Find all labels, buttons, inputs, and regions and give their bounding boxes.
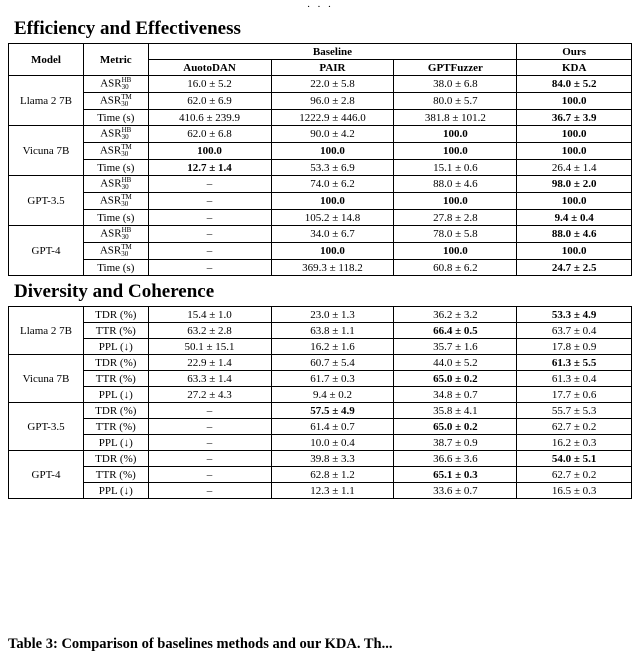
cell-value: 26.4 ± 1.4 <box>517 160 632 176</box>
cell-value: 50.1 ± 15.1 <box>148 339 271 355</box>
metric-label: PPL (↓) <box>84 339 149 355</box>
cell-value: 36.2 ± 3.2 <box>394 307 517 323</box>
table-header-group-row <box>9 44 632 60</box>
metric-label: Time (s) <box>84 160 149 176</box>
table-row <box>9 260 632 276</box>
cell-value: 9.4 ± 0.2 <box>271 387 394 403</box>
cell-value: 84.0 ± 5.2 <box>517 76 632 93</box>
table-row <box>9 323 632 339</box>
cell-value: 88.0 ± 4.6 <box>517 226 632 243</box>
cell-value: 410.6 ± 239.9 <box>148 110 271 126</box>
cell-value: 78.0 ± 5.8 <box>394 226 517 243</box>
metric-label: TTR (%) <box>84 467 149 483</box>
header-model: Model <box>9 44 84 76</box>
cell-value: 66.4 ± 0.5 <box>394 323 517 339</box>
cell-value: – <box>148 403 271 419</box>
cell-value: 27.2 ± 4.3 <box>148 387 271 403</box>
cell-value: – <box>148 243 271 260</box>
cell-value: 12.3 ± 1.1 <box>271 483 394 499</box>
metric-label: TTR (%) <box>84 323 149 339</box>
metric-label: PPL (↓) <box>84 387 149 403</box>
cell-value: 61.3 ± 5.5 <box>517 355 632 371</box>
cell-value: 62.8 ± 1.2 <box>271 467 394 483</box>
cell-value: 16.2 ± 1.6 <box>271 339 394 355</box>
cell-value: 22.9 ± 1.4 <box>148 355 271 371</box>
cell-value: 65.0 ± 0.2 <box>394 371 517 387</box>
cell-value: 24.7 ± 2.5 <box>517 260 632 276</box>
table-caption: Table 3: Comparison of baselines methods and our KDA. Th... <box>8 636 393 652</box>
cell-value: 60.7 ± 5.4 <box>271 355 394 371</box>
cell-value: 53.3 ± 6.9 <box>271 160 394 176</box>
cell-value: 23.0 ± 1.3 <box>271 307 394 323</box>
cell-value: 63.7 ± 0.4 <box>517 323 632 339</box>
metric-label: ASR TM 30 <box>84 93 149 110</box>
row-model-label: Llama 2 7B <box>9 307 84 355</box>
cell-value: 10.0 ± 0.4 <box>271 435 394 451</box>
cell-value: 65.0 ± 0.2 <box>394 419 517 435</box>
header-ours-group: Ours <box>517 44 632 60</box>
cell-value: 100.0 <box>148 143 271 160</box>
header-col-gptfuzzer: GPTFuzzer <box>394 60 517 76</box>
table-row <box>9 483 632 499</box>
metric-label: TDR (%) <box>84 355 149 371</box>
table-row <box>9 403 632 419</box>
cell-value: 15.4 ± 1.0 <box>148 307 271 323</box>
cell-value: 96.0 ± 2.8 <box>271 93 394 110</box>
table-row <box>9 160 632 176</box>
table-row <box>9 307 632 323</box>
cell-value: 27.8 ± 2.8 <box>394 210 517 226</box>
cell-value: – <box>148 176 271 193</box>
cell-value: 100.0 <box>517 143 632 160</box>
section-title-diversity: Diversity and Coherence <box>14 281 215 302</box>
cell-value: 100.0 <box>394 126 517 143</box>
cell-value: 36.7 ± 3.9 <box>517 110 632 126</box>
row-model-label: GPT-3.5 <box>9 176 84 226</box>
cell-value: 369.3 ± 118.2 <box>271 260 394 276</box>
cell-value: 53.3 ± 4.9 <box>517 307 632 323</box>
table-row <box>9 210 632 226</box>
cell-value: 63.3 ± 1.4 <box>148 371 271 387</box>
cell-value: 381.8 ± 101.2 <box>394 110 517 126</box>
metric-label: ASR HB 30 <box>84 76 149 93</box>
table-row <box>9 419 632 435</box>
table-row <box>9 387 632 403</box>
table-row <box>9 93 632 110</box>
cell-value: 16.5 ± 0.3 <box>517 483 632 499</box>
cell-value: 100.0 <box>517 126 632 143</box>
cell-value: 38.7 ± 0.9 <box>394 435 517 451</box>
cell-value: 38.0 ± 6.8 <box>394 76 517 93</box>
metric-label: TTR (%) <box>84 371 149 387</box>
cell-value: 98.0 ± 2.0 <box>517 176 632 193</box>
cell-value: 100.0 <box>394 193 517 210</box>
table-row <box>9 126 632 143</box>
cell-value: – <box>148 467 271 483</box>
cell-value: 100.0 <box>394 143 517 160</box>
cell-value: 60.8 ± 6.2 <box>394 260 517 276</box>
metric-label: ASR HB 30 <box>84 176 149 193</box>
cell-value: 62.0 ± 6.9 <box>148 93 271 110</box>
cell-value: 61.7 ± 0.3 <box>271 371 394 387</box>
cell-value: 36.6 ± 3.6 <box>394 451 517 467</box>
header-col-pair: PAIR <box>271 60 394 76</box>
header-baseline-group: Baseline <box>148 44 517 60</box>
table-row <box>9 226 632 243</box>
table-row <box>9 467 632 483</box>
cell-value: 80.0 ± 5.7 <box>394 93 517 110</box>
cell-value: 15.1 ± 0.6 <box>394 160 517 176</box>
cell-value: 100.0 <box>517 193 632 210</box>
cell-value: 63.2 ± 2.8 <box>148 323 271 339</box>
table-row <box>9 110 632 126</box>
row-model-label: Vicuna 7B <box>9 355 84 403</box>
cell-value: – <box>148 435 271 451</box>
cell-value: – <box>148 226 271 243</box>
row-model-label: Vicuna 7B <box>9 126 84 176</box>
cell-value: 34.0 ± 6.7 <box>271 226 394 243</box>
results-table <box>8 43 632 276</box>
diversity-table <box>8 306 632 499</box>
header-metric: Metric <box>84 44 149 76</box>
cell-value: 55.7 ± 5.3 <box>517 403 632 419</box>
cell-value: 61.4 ± 0.7 <box>271 419 394 435</box>
cell-value: 35.7 ± 1.6 <box>394 339 517 355</box>
row-model-label: GPT-4 <box>9 451 84 499</box>
cell-value: 17.8 ± 0.9 <box>517 339 632 355</box>
cell-value: 17.7 ± 0.6 <box>517 387 632 403</box>
metric-label: ASR TM 30 <box>84 193 149 210</box>
metric-label: TTR (%) <box>84 419 149 435</box>
metric-label: Time (s) <box>84 110 149 126</box>
metric-label: PPL (↓) <box>84 483 149 499</box>
cell-value: 44.0 ± 5.2 <box>394 355 517 371</box>
metric-label: PPL (↓) <box>84 435 149 451</box>
cell-value: 74.0 ± 6.2 <box>271 176 394 193</box>
table-row <box>9 76 632 93</box>
cell-value: – <box>148 419 271 435</box>
cell-value: 1222.9 ± 446.0 <box>271 110 394 126</box>
metric-label: Time (s) <box>84 260 149 276</box>
table-row <box>9 355 632 371</box>
cell-value: 54.0 ± 5.1 <box>517 451 632 467</box>
table-row <box>9 371 632 387</box>
table-row <box>9 435 632 451</box>
cell-value: – <box>148 451 271 467</box>
cell-value: 9.4 ± 0.4 <box>517 210 632 226</box>
top-ellipsis: · · · <box>306 1 334 13</box>
cell-value: 100.0 <box>271 143 394 160</box>
section-title-efficiency: Efficiency and Effectiveness <box>14 18 241 39</box>
cell-value: 57.5 ± 4.9 <box>271 403 394 419</box>
table-row <box>9 451 632 467</box>
cell-value: – <box>148 193 271 210</box>
table-row <box>9 339 632 355</box>
row-model-label: GPT-3.5 <box>9 403 84 451</box>
cell-value: – <box>148 483 271 499</box>
metric-label: TDR (%) <box>84 403 149 419</box>
cell-value: 88.0 ± 4.6 <box>394 176 517 193</box>
cell-value: 22.0 ± 5.8 <box>271 76 394 93</box>
cell-value: 61.3 ± 0.4 <box>517 371 632 387</box>
cell-value: 62.7 ± 0.2 <box>517 467 632 483</box>
cell-value: 16.2 ± 0.3 <box>517 435 632 451</box>
cell-value: 39.8 ± 3.3 <box>271 451 394 467</box>
metric-label: ASR TM 30 <box>84 243 149 260</box>
table-row <box>9 193 632 210</box>
cell-value: 34.8 ± 0.7 <box>394 387 517 403</box>
cell-value: 35.8 ± 4.1 <box>394 403 517 419</box>
cell-value: 62.7 ± 0.2 <box>517 419 632 435</box>
header-col-kda: KDA <box>517 60 632 76</box>
table-row <box>9 143 632 160</box>
cell-value: 100.0 <box>394 243 517 260</box>
row-model-label: Llama 2 7B <box>9 76 84 126</box>
table-row <box>9 243 632 260</box>
table-row <box>9 176 632 193</box>
cell-value: 16.0 ± 5.2 <box>148 76 271 93</box>
row-model-label: GPT-4 <box>9 226 84 276</box>
cell-value: 65.1 ± 0.3 <box>394 467 517 483</box>
metric-label: ASR HB 30 <box>84 226 149 243</box>
cell-value: – <box>148 260 271 276</box>
cell-value: 100.0 <box>271 193 394 210</box>
metric-label: ASR TM 30 <box>84 143 149 160</box>
cell-value: 90.0 ± 4.2 <box>271 126 394 143</box>
metric-label: TDR (%) <box>84 307 149 323</box>
cell-value: 33.6 ± 0.7 <box>394 483 517 499</box>
cell-value: – <box>148 210 271 226</box>
metric-label: TDR (%) <box>84 451 149 467</box>
metric-label: ASR HB 30 <box>84 126 149 143</box>
cell-value: 100.0 <box>517 93 632 110</box>
cell-value: 63.8 ± 1.1 <box>271 323 394 339</box>
cell-value: 100.0 <box>271 243 394 260</box>
cell-value: 105.2 ± 14.8 <box>271 210 394 226</box>
header-col-autodan: AuotoDAN <box>148 60 271 76</box>
metric-label: Time (s) <box>84 210 149 226</box>
cell-value: 62.0 ± 6.8 <box>148 126 271 143</box>
cell-value: 100.0 <box>517 243 632 260</box>
cell-value: 12.7 ± 1.4 <box>148 160 271 176</box>
